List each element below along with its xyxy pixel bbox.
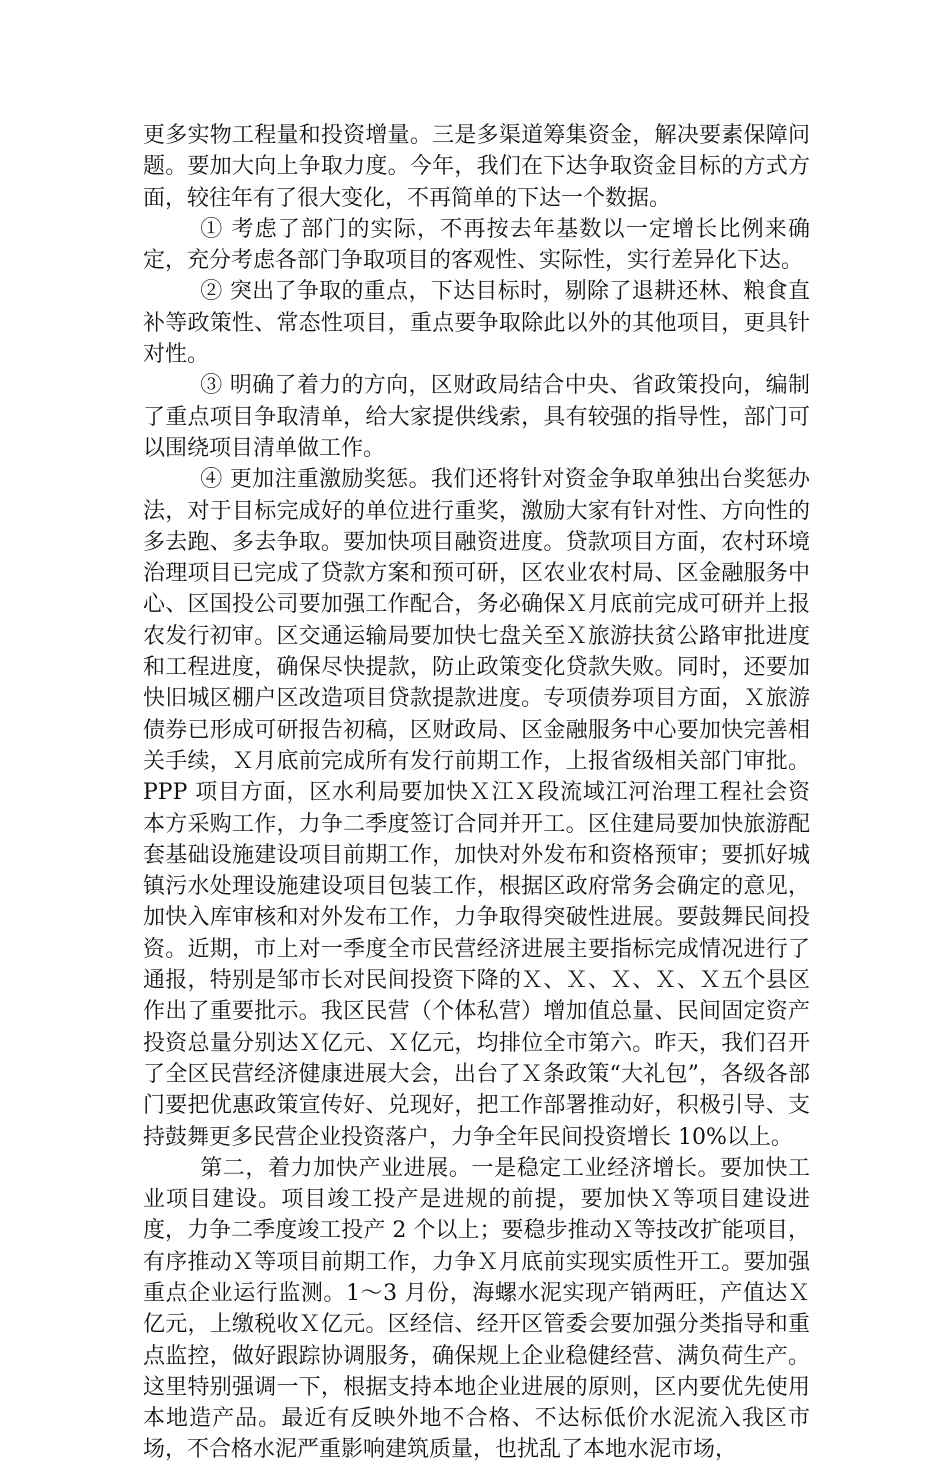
document-body — [143, 120, 810, 1466]
paragraph-point-1: ① 考虑了部门的实际，不再按去年基数以一定增长比例来确定，充分考虑各部门争取项目的客观性、实际性，实行差异化下达。 — [143, 216, 810, 274]
paragraph-point-4: ④ 更加注重激励奖惩。我们还将针对资金争取单独出台奖惩办法，对于目标完成好的单位进行重奖，激励大家有针对性、方向性的多去跑、多去争取。要加快项目融资进度。贷款项目方面，农村环境治理项目已完成了贷款方案和预可研，区农业农村局、区金融服务中心、区国投公司要加强工作配合，务必确保Ｘ月底前完成可研并上报农发行初审。区交通运输局要加快七盘关至Ｘ旅游扶贫公路审批进度和工程进度，确保尽快提款，防止政策变化贷款失败。同时，还要加快旧城区棚户区改造项目贷款提款进度。专项债券项目方面，Ｘ旅游债券已形成可研报告初稿，区财政局、区金融服务中心要加快完善相关手续，Ｘ月底前完成所有发行前期工作，上报省级相关部门审批。PPP 项目方面，区水利局要加快Ｘ江Ｘ段流域江河治理工程社会资本方采购工作，力争二季度签订合同并开工。区住建局要加快旅游配套基础设施建设项目前期工作，加快对外发布和资格预审；要抓好城镇污水处理设施建设项目包装工作，根据区政府常务会确定的意见，加快入库审核和对外发布工作，力争取得突破性进展。要鼓舞民间投资。近期，市上对一季度全市民营经济进展主要指标完成情况进行了通报，特别是邹市长对民间投资下降的Ｘ、Ｘ、Ｘ、Ｘ、Ｘ五个县区作出了重要批示。我区民营（个体私营）增加值总量、民间固定资产投资总量分别达Ｘ亿元、Ｘ亿元，均排位全市第六。昨天，我们召开了全区民营经济健康进展大会，出台了Ｘ条政策“大礼包”，各级各部门要把优惠政策宣传好、兑现好，把工作部署推动好，积极引导、支持鼓舞更多民营企业投资落户，力争全年民间投资增长 10%以上。 — [143, 467, 810, 1150]
paragraph-funding-intro: 更多实物工程量和投资增量。三是多渠道筹集资金，解决要素保障问题。要加大向上争取力度。今年，我们在下达争取资金目标的方式方面，较往年有了很大变化，不再简单的下达一个数据。 — [143, 123, 810, 211]
paragraph-point-3: ③ 明确了着力的方向，区财政局结合中央、省政策投向，编制了重点项目争取清单，给大家提供线索，具有较强的指导性，部门可以围绕项目清单做工作。 — [143, 373, 810, 461]
paragraph-point-2: ② 突出了争取的重点，下达目标时，剔除了退耕还林、粮食直补等政策性、常态性项目，重点要争取除此以外的其他项目，更具针对性。 — [143, 279, 810, 368]
paragraph-section-2: 第二，着力加快产业进展。一是稳定工业经济增长。要加快工业项目建设。项目竣工投产是进规的前提，要加快Ｘ等项目建设进度，力争二季度竣工投产 2 个以上；要稳步推动Ｘ等技改扩能项目，有序推动Ｘ等项目前期工作，力争Ｘ月底前实现实质性开工。要加强重点企业运行监测。1～3 月份，海螺水泥实现产销两旺，产值达Ｘ亿元，上缴税收Ｘ亿元。区经信、经开区管委会要加强分类指导和重点监控，做好跟踪协调服务，确保规上企业稳健经营、满负荷生产。这里特别强调一下，根据支持本地企业进展的原则，区内要优先使用本地造产品。最近有反映外地不合格、不达标低价水泥流入我区市场，不合格水泥严重影响建筑质量，也扰乱了本地水泥市场， — [143, 1155, 810, 1463]
